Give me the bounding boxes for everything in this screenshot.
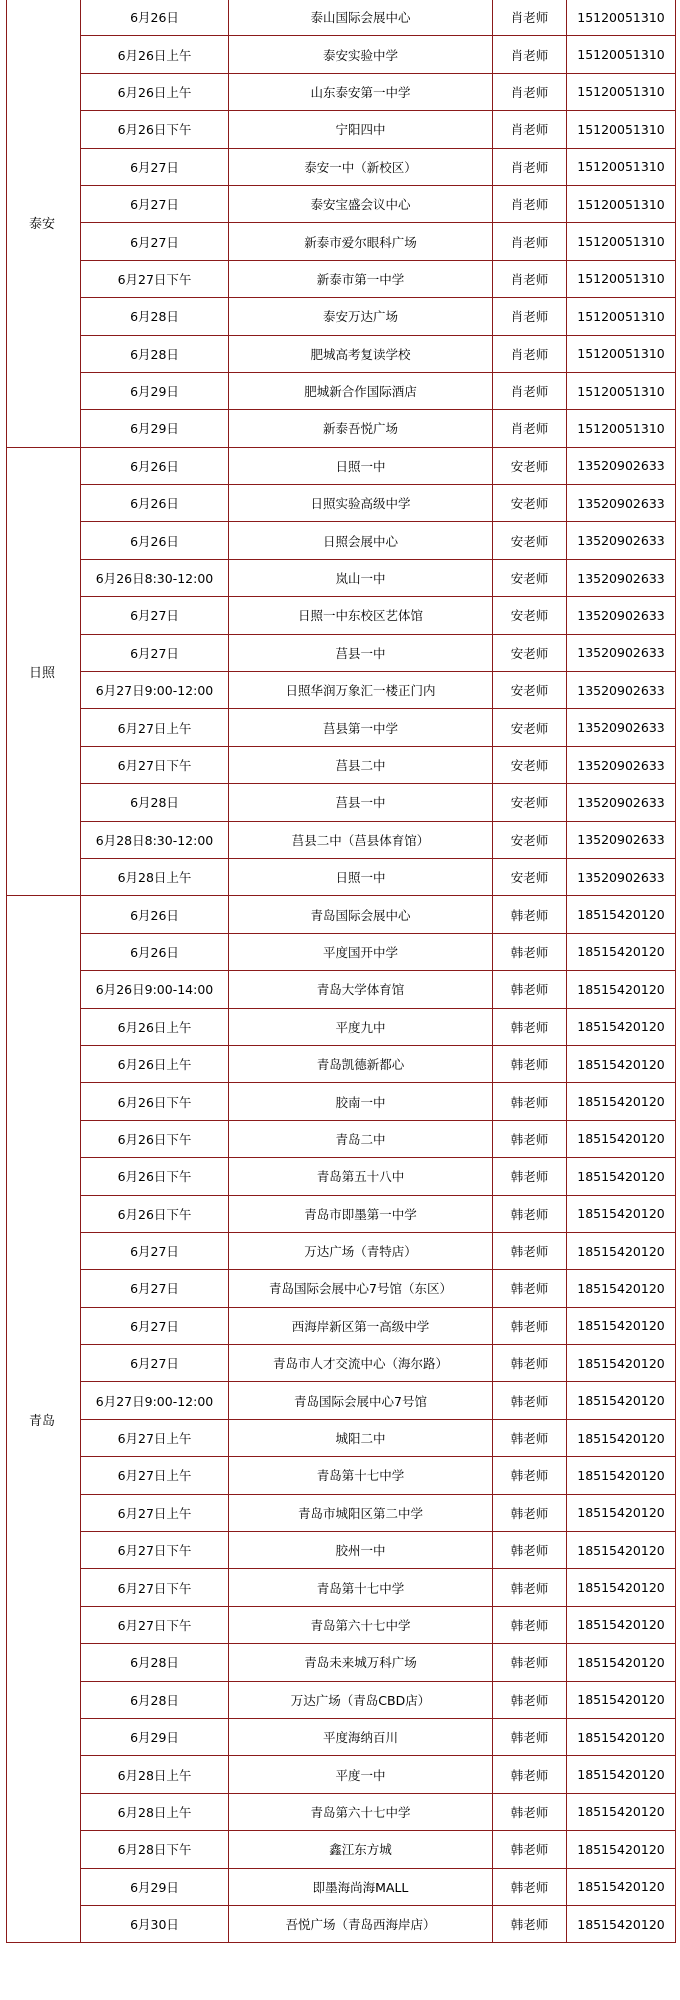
city-cell: 青岛 [7,896,81,1943]
date-cell: 6月27日 [81,185,229,222]
phone-cell: 18515420120 [567,971,676,1008]
date-cell: 6月27日上午 [81,1419,229,1456]
date-cell: 6月26日上午 [81,36,229,73]
venue-cell: 万达广场（青特店） [229,1232,493,1269]
phone-cell: 13520902633 [567,858,676,895]
phone-cell: 18515420120 [567,1120,676,1157]
date-cell: 6月26日 [81,0,229,36]
phone-cell: 15120051310 [567,223,676,260]
phone-cell: 18515420120 [567,1307,676,1344]
venue-cell: 青岛二中 [229,1120,493,1157]
teacher-cell: 韩老师 [493,1831,567,1868]
venue-cell: 即墨海尚海MALL [229,1868,493,1905]
phone-cell: 15120051310 [567,73,676,110]
venue-cell: 城阳二中 [229,1419,493,1456]
table-row [7,1494,676,1531]
phone-cell: 15120051310 [567,185,676,222]
table-row [7,672,676,709]
venue-cell: 西海岸新区第一高级中学 [229,1307,493,1344]
table-row [7,559,676,596]
phone-cell: 15120051310 [567,335,676,372]
date-cell: 6月27日 [81,1270,229,1307]
table-row [7,1307,676,1344]
table-row [7,784,676,821]
venue-cell: 莒县二中（莒县体育馆） [229,821,493,858]
date-cell: 6月27日下午 [81,260,229,297]
table-row [7,0,676,36]
phone-cell: 13520902633 [567,447,676,484]
venue-cell: 山东泰安第一中学 [229,73,493,110]
table-row [7,111,676,148]
table-row [7,1681,676,1718]
table-row [7,821,676,858]
table-row [7,1232,676,1269]
date-cell: 6月28日上午 [81,858,229,895]
date-cell: 6月26日 [81,896,229,933]
phone-cell: 13520902633 [567,672,676,709]
date-cell: 6月26日下午 [81,1083,229,1120]
table-row [7,372,676,409]
table-row [7,1569,676,1606]
venue-cell: 平度一中 [229,1756,493,1793]
date-cell: 6月27日下午 [81,1606,229,1643]
date-cell: 6月27日9:00-12:00 [81,672,229,709]
phone-cell: 13520902633 [567,559,676,596]
phone-cell: 18515420120 [567,1606,676,1643]
teacher-cell: 韩老师 [493,1793,567,1830]
phone-cell: 18515420120 [567,1232,676,1269]
teacher-cell: 韩老师 [493,896,567,933]
venue-cell: 吾悦广场（青岛西海岸店） [229,1905,493,1942]
table-row [7,1457,676,1494]
phone-cell: 13520902633 [567,634,676,671]
venue-cell: 泰安宝盛会议中心 [229,185,493,222]
phone-cell: 18515420120 [567,1718,676,1755]
table-row [7,1831,676,1868]
phone-cell: 13520902633 [567,597,676,634]
phone-cell: 18515420120 [567,1831,676,1868]
phone-cell: 18515420120 [567,1532,676,1569]
table-row [7,1905,676,1942]
date-cell: 6月28日上午 [81,1756,229,1793]
teacher-cell: 韩老师 [493,1569,567,1606]
phone-cell: 15120051310 [567,372,676,409]
table-row [7,73,676,110]
table-row [7,1120,676,1157]
teacher-cell: 安老师 [493,858,567,895]
phone-cell: 15120051310 [567,260,676,297]
teacher-cell: 韩老师 [493,1868,567,1905]
date-cell: 6月28日 [81,1644,229,1681]
date-cell: 6月27日 [81,1307,229,1344]
teacher-cell: 安老师 [493,634,567,671]
phone-cell: 13520902633 [567,485,676,522]
table-row [7,1008,676,1045]
table-row [7,1382,676,1419]
date-cell: 6月27日 [81,1345,229,1382]
table-row [7,858,676,895]
venue-cell: 肥城高考复读学校 [229,335,493,372]
venue-cell: 青岛第十七中学 [229,1569,493,1606]
date-cell: 6月29日 [81,410,229,447]
date-cell: 6月27日 [81,148,229,185]
venue-cell: 日照一中 [229,447,493,484]
venue-cell: 泰山国际会展中心 [229,0,493,36]
teacher-cell: 肖老师 [493,0,567,36]
teacher-cell: 安老师 [493,821,567,858]
teacher-cell: 韩老师 [493,971,567,1008]
date-cell: 6月28日 [81,784,229,821]
date-cell: 6月30日 [81,1905,229,1942]
date-cell: 6月26日下午 [81,111,229,148]
teacher-cell: 肖老师 [493,185,567,222]
date-cell: 6月28日上午 [81,1793,229,1830]
date-cell: 6月28日 [81,298,229,335]
venue-cell: 新泰市爱尔眼科广场 [229,223,493,260]
phone-cell: 18515420120 [567,1158,676,1195]
table-row [7,746,676,783]
table-row [7,148,676,185]
date-cell: 6月27日 [81,1232,229,1269]
venue-cell: 青岛第六十七中学 [229,1793,493,1830]
phone-cell: 18515420120 [567,1345,676,1382]
table-row [7,1270,676,1307]
teacher-cell: 安老师 [493,709,567,746]
phone-cell: 18515420120 [567,1756,676,1793]
date-cell: 6月26日8:30-12:00 [81,559,229,596]
date-cell: 6月28日下午 [81,1831,229,1868]
teacher-cell: 肖老师 [493,148,567,185]
phone-cell: 18515420120 [567,1457,676,1494]
venue-cell: 莒县一中 [229,634,493,671]
venue-cell: 平度海纳百川 [229,1718,493,1755]
venue-cell: 青岛凯德新都心 [229,1045,493,1082]
teacher-cell: 安老师 [493,559,567,596]
teacher-cell: 肖老师 [493,260,567,297]
table-row [7,1606,676,1643]
table-row [7,1718,676,1755]
date-cell: 6月27日上午 [81,1494,229,1531]
phone-cell: 13520902633 [567,821,676,858]
date-cell: 6月26日下午 [81,1195,229,1232]
phone-cell: 13520902633 [567,709,676,746]
phone-cell: 15120051310 [567,298,676,335]
table-row [7,185,676,222]
date-cell: 6月27日下午 [81,1569,229,1606]
venue-cell: 青岛市城阳区第二中学 [229,1494,493,1531]
phone-cell: 15120051310 [567,0,676,36]
teacher-cell: 韩老师 [493,1195,567,1232]
venue-cell: 莒县第一中学 [229,709,493,746]
table-row [7,1756,676,1793]
teacher-cell: 安老师 [493,784,567,821]
teacher-cell: 韩老师 [493,1494,567,1531]
teacher-cell: 韩老师 [493,1045,567,1082]
teacher-cell: 韩老师 [493,1382,567,1419]
date-cell: 6月26日下午 [81,1158,229,1195]
phone-cell: 18515420120 [567,933,676,970]
venue-cell: 青岛国际会展中心 [229,896,493,933]
venue-cell: 青岛第五十八中 [229,1158,493,1195]
phone-cell: 13520902633 [567,746,676,783]
table-row [7,1419,676,1456]
phone-cell: 15120051310 [567,36,676,73]
table-row [7,298,676,335]
table-row [7,1083,676,1120]
teacher-cell: 肖老师 [493,111,567,148]
venue-cell: 青岛市人才交流中心（海尔路） [229,1345,493,1382]
teacher-cell: 肖老师 [493,335,567,372]
teacher-cell: 肖老师 [493,372,567,409]
table-row [7,335,676,372]
venue-cell: 青岛国际会展中心7号馆 [229,1382,493,1419]
table-row [7,1644,676,1681]
table-row [7,1195,676,1232]
venue-cell: 日照一中 [229,858,493,895]
phone-cell: 13520902633 [567,784,676,821]
table-row [7,1868,676,1905]
phone-cell: 18515420120 [567,1569,676,1606]
venue-cell: 青岛未来城万科广场 [229,1644,493,1681]
date-cell: 6月28日8:30-12:00 [81,821,229,858]
date-cell: 6月29日 [81,1868,229,1905]
table-row [7,410,676,447]
teacher-cell: 韩老师 [493,1457,567,1494]
phone-cell: 15120051310 [567,148,676,185]
venue-cell: 莒县一中 [229,784,493,821]
date-cell: 6月26日上午 [81,1045,229,1082]
teacher-cell: 韩老师 [493,1644,567,1681]
venue-cell: 鑫江东方城 [229,1831,493,1868]
table-row [7,1793,676,1830]
table-row [7,1532,676,1569]
date-cell: 6月27日上午 [81,1457,229,1494]
venue-cell: 平度九中 [229,1008,493,1045]
venue-cell: 日照一中东校区艺体馆 [229,597,493,634]
table-row [7,522,676,559]
teacher-cell: 韩老师 [493,1606,567,1643]
table-row [7,634,676,671]
teacher-cell: 肖老师 [493,36,567,73]
venue-cell: 新泰吾悦广场 [229,410,493,447]
venue-cell: 岚山一中 [229,559,493,596]
phone-cell: 13520902633 [567,522,676,559]
phone-cell: 18515420120 [567,1008,676,1045]
date-cell: 6月26日 [81,447,229,484]
venue-cell: 泰安实验中学 [229,36,493,73]
venue-cell: 青岛国际会展中心7号馆（东区） [229,1270,493,1307]
phone-cell: 18515420120 [567,1195,676,1232]
date-cell: 6月27日 [81,597,229,634]
date-cell: 6月26日上午 [81,1008,229,1045]
table-row [7,933,676,970]
teacher-cell: 安老师 [493,746,567,783]
date-cell: 6月27日下午 [81,1532,229,1569]
venue-cell: 青岛第六十七中学 [229,1606,493,1643]
venue-cell: 肥城新合作国际酒店 [229,372,493,409]
table-row [7,447,676,484]
teacher-cell: 韩老师 [493,1905,567,1942]
venue-cell: 日照华润万象汇一楼正门内 [229,672,493,709]
phone-cell: 18515420120 [567,1793,676,1830]
date-cell: 6月29日 [81,372,229,409]
teacher-cell: 韩老师 [493,1008,567,1045]
schedule-table-body [7,0,676,1943]
teacher-cell: 肖老师 [493,410,567,447]
teacher-cell: 安老师 [493,447,567,484]
teacher-cell: 安老师 [493,672,567,709]
date-cell: 6月26日 [81,485,229,522]
teacher-cell: 韩老师 [493,1681,567,1718]
phone-cell: 18515420120 [567,1644,676,1681]
phone-cell: 18515420120 [567,1494,676,1531]
date-cell: 6月28日 [81,335,229,372]
venue-cell: 青岛大学体育馆 [229,971,493,1008]
venue-cell: 平度国开中学 [229,933,493,970]
teacher-cell: 韩老师 [493,1307,567,1344]
date-cell: 6月27日 [81,223,229,260]
phone-cell: 18515420120 [567,1868,676,1905]
teacher-cell: 韩老师 [493,1718,567,1755]
table-row [7,485,676,522]
date-cell: 6月26日下午 [81,1120,229,1157]
teacher-cell: 韩老师 [493,933,567,970]
table-row [7,896,676,933]
phone-cell: 18515420120 [567,1382,676,1419]
teacher-cell: 韩老师 [493,1345,567,1382]
phone-cell: 18515420120 [567,1045,676,1082]
date-cell: 6月27日下午 [81,746,229,783]
phone-cell: 18515420120 [567,1905,676,1942]
date-cell: 6月29日 [81,1718,229,1755]
phone-cell: 15120051310 [567,410,676,447]
venue-cell: 泰安万达广场 [229,298,493,335]
phone-cell: 15120051310 [567,111,676,148]
venue-cell: 泰安一中（新校区） [229,148,493,185]
teacher-cell: 肖老师 [493,73,567,110]
venue-cell: 青岛第十七中学 [229,1457,493,1494]
table-row [7,597,676,634]
date-cell: 6月28日 [81,1681,229,1718]
phone-cell: 18515420120 [567,1083,676,1120]
venue-cell: 胶州一中 [229,1532,493,1569]
table-row [7,1345,676,1382]
venue-cell: 万达广场（青岛CBD店） [229,1681,493,1718]
teacher-cell: 韩老师 [493,1120,567,1157]
date-cell: 6月27日上午 [81,709,229,746]
teacher-cell: 肖老师 [493,298,567,335]
date-cell: 6月27日9:00-12:00 [81,1382,229,1419]
table-row [7,36,676,73]
phone-cell: 18515420120 [567,1270,676,1307]
teacher-cell: 韩老师 [493,1232,567,1269]
teacher-cell: 韩老师 [493,1270,567,1307]
teacher-cell: 韩老师 [493,1158,567,1195]
schedule-table [6,0,676,1943]
phone-cell: 18515420120 [567,896,676,933]
date-cell: 6月27日 [81,634,229,671]
table-row [7,971,676,1008]
venue-cell: 胶南一中 [229,1083,493,1120]
teacher-cell: 肖老师 [493,223,567,260]
city-cell: 日照 [7,447,81,896]
venue-cell: 莒县二中 [229,746,493,783]
table-row [7,1158,676,1195]
venue-cell: 日照会展中心 [229,522,493,559]
teacher-cell: 安老师 [493,597,567,634]
venue-cell: 日照实验高级中学 [229,485,493,522]
venue-cell: 新泰市第一中学 [229,260,493,297]
venue-cell: 青岛市即墨第一中学 [229,1195,493,1232]
teacher-cell: 韩老师 [493,1756,567,1793]
city-cell: 泰安 [7,0,81,447]
teacher-cell: 韩老师 [493,1419,567,1456]
venue-cell: 宁阳四中 [229,111,493,148]
phone-cell: 18515420120 [567,1419,676,1456]
teacher-cell: 安老师 [493,522,567,559]
date-cell: 6月26日9:00-14:00 [81,971,229,1008]
teacher-cell: 安老师 [493,485,567,522]
table-row [7,709,676,746]
teacher-cell: 韩老师 [493,1083,567,1120]
phone-cell: 18515420120 [567,1681,676,1718]
date-cell: 6月26日 [81,522,229,559]
date-cell: 6月26日上午 [81,73,229,110]
date-cell: 6月26日 [81,933,229,970]
table-row [7,1045,676,1082]
table-row [7,260,676,297]
teacher-cell: 韩老师 [493,1532,567,1569]
table-row [7,223,676,260]
